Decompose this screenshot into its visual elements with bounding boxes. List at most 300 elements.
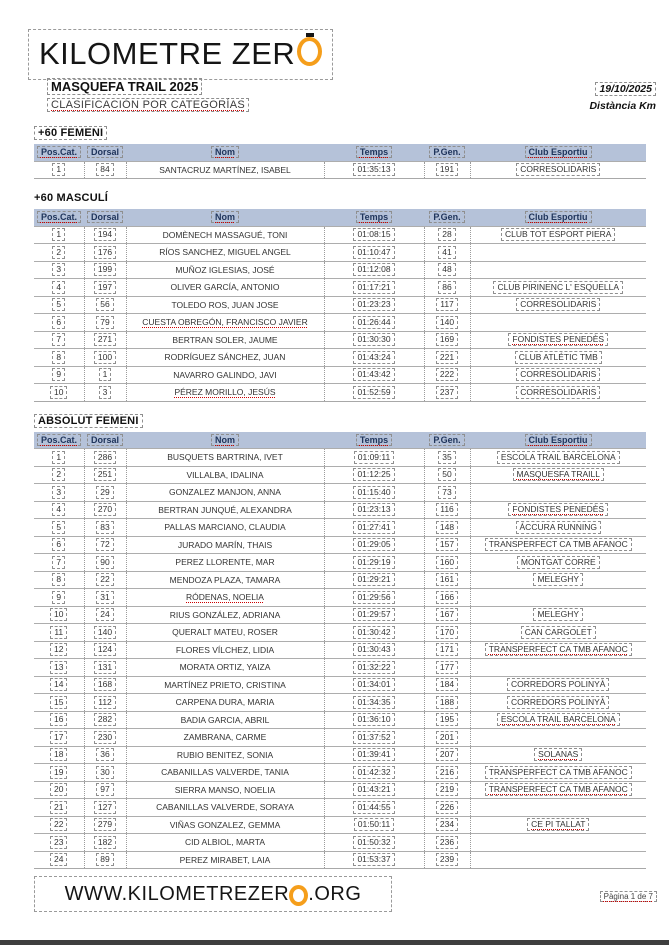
cell-value: 97 xyxy=(96,783,113,796)
cell xyxy=(84,764,126,782)
cell xyxy=(34,834,84,852)
cell xyxy=(34,851,84,869)
column-header-label: Temps xyxy=(356,211,392,223)
cell-value: 7 xyxy=(52,333,65,346)
cell xyxy=(84,384,126,402)
cell xyxy=(324,466,424,484)
section-title-label: ABSOLUT FEMENI xyxy=(34,414,143,428)
cell-value: CORREDORS POLINYÀ xyxy=(507,678,609,691)
cell xyxy=(34,466,84,484)
column-header xyxy=(84,432,126,449)
cell xyxy=(84,834,126,852)
cell-value: 191 xyxy=(436,163,458,176)
cell-value: 207 xyxy=(436,748,458,761)
cell xyxy=(424,641,470,659)
cell-value: MONTGAT CORRE xyxy=(517,556,600,569)
cell-value: 279 xyxy=(94,818,116,831)
cell-value: PEREZ MIRABET, LAIA xyxy=(179,854,271,865)
cell-value: CORRESOLIDARIS xyxy=(516,298,600,311)
column-header xyxy=(84,144,126,161)
cell xyxy=(324,746,424,764)
cell-value: 5 xyxy=(52,521,65,534)
cell xyxy=(424,501,470,519)
cell-value: 01:29:05 xyxy=(353,538,394,551)
cell xyxy=(34,571,84,589)
cell-value: 6 xyxy=(52,316,65,329)
cell xyxy=(34,729,84,747)
cell xyxy=(84,694,126,712)
column-header-label: Temps xyxy=(356,146,392,158)
cell xyxy=(126,279,324,297)
cell-value: DOMÈNECH MASSAGUÉ, TONI xyxy=(162,229,288,240)
cell xyxy=(84,536,126,554)
cell-value: 01:32:22 xyxy=(353,661,394,674)
cell-value: 9 xyxy=(52,591,65,604)
column-header xyxy=(424,144,470,161)
cell xyxy=(84,781,126,799)
cell xyxy=(84,331,126,349)
column-header xyxy=(470,144,646,161)
cell xyxy=(470,484,646,502)
cell xyxy=(126,331,324,349)
cell-value: 5 xyxy=(52,298,65,311)
cell xyxy=(126,624,324,642)
cell-value: FONDISTES PENEDÈS xyxy=(508,333,608,346)
cell-value: 226 xyxy=(436,801,458,814)
cell xyxy=(470,279,646,297)
cell-value: 112 xyxy=(94,696,116,709)
table-row xyxy=(34,384,646,402)
table-header-row xyxy=(34,209,646,226)
cell-value: BERTRAN JUNQUÉ, ALEXANDRA xyxy=(158,504,292,515)
cell xyxy=(470,589,646,607)
cell-value: SANTACRUZ MARTÍNEZ, ISABEL xyxy=(159,164,291,175)
cell xyxy=(34,624,84,642)
cell xyxy=(84,624,126,642)
bottom-bar xyxy=(0,940,669,945)
cell xyxy=(470,314,646,332)
cell xyxy=(34,519,84,537)
cell-value: 171 xyxy=(436,643,458,656)
cell xyxy=(34,711,84,729)
cell xyxy=(126,244,324,262)
cell-value: 01:39:41 xyxy=(353,748,394,761)
table-row xyxy=(34,484,646,502)
column-header xyxy=(324,432,424,449)
cell-value: SIERRA MANSO, NOELIA xyxy=(174,784,276,795)
table-row xyxy=(34,589,646,607)
cell xyxy=(324,244,424,262)
cell xyxy=(424,554,470,572)
table-row xyxy=(34,659,646,677)
cell-value: 17 xyxy=(50,731,67,744)
cell xyxy=(470,261,646,279)
cell xyxy=(34,694,84,712)
cell xyxy=(34,799,84,817)
cell-value: MENDOZA PLAZA, TAMARA xyxy=(169,574,281,585)
cell-value: 01:43:21 xyxy=(353,783,394,796)
cell xyxy=(470,694,646,712)
cell-value: 24 xyxy=(96,608,113,621)
cell xyxy=(34,659,84,677)
table-row xyxy=(34,554,646,572)
cell xyxy=(126,314,324,332)
cell-value: 31 xyxy=(96,591,113,604)
cell-value: 188 xyxy=(436,696,458,709)
column-header-label: Nom xyxy=(211,146,239,158)
cell xyxy=(34,641,84,659)
table-row xyxy=(34,244,646,262)
cell-value: 35 xyxy=(438,451,455,464)
cell-value: TRANSPERFECT CA TMB AFANOC xyxy=(485,783,632,796)
cell xyxy=(324,261,424,279)
cell xyxy=(424,589,470,607)
cell-value: 22 xyxy=(96,573,113,586)
cell xyxy=(126,659,324,677)
table-header-row xyxy=(34,144,646,161)
cell-value: MUÑOZ IGLESIAS, JOSÉ xyxy=(175,264,275,275)
column-header xyxy=(126,144,324,161)
table-row xyxy=(34,501,646,519)
cell xyxy=(84,296,126,314)
cell-value: 01:29:19 xyxy=(353,556,394,569)
cell xyxy=(324,834,424,852)
cell xyxy=(470,624,646,642)
cell-value: 219 xyxy=(436,783,458,796)
cell-value: TRANSPERFECT CA TMB AFANOC xyxy=(485,643,632,656)
cell-value: 21 xyxy=(50,801,67,814)
cell xyxy=(324,589,424,607)
cell-value: 56 xyxy=(96,298,113,311)
cell-value: 221 xyxy=(436,351,458,364)
cell-value: CABANILLAS VALVERDE, TANIA xyxy=(161,767,289,778)
cell xyxy=(324,331,424,349)
cell-value: 4 xyxy=(52,503,65,516)
cell-value: BADIA GARCIA, ABRIL xyxy=(180,714,270,725)
cell-value: MORATA ORTIZ, YAIZA xyxy=(179,662,271,673)
cell xyxy=(84,279,126,297)
cell xyxy=(126,261,324,279)
distance-label: Distància Km xyxy=(589,100,656,112)
cell xyxy=(84,659,126,677)
column-header xyxy=(424,432,470,449)
column-header-label: Pos.Cat. xyxy=(37,434,81,446)
cell xyxy=(424,296,470,314)
cell xyxy=(324,764,424,782)
table-row xyxy=(34,161,646,179)
cell xyxy=(424,536,470,554)
cell-value: RÓDENAS, NOELIA xyxy=(186,592,264,603)
cell xyxy=(424,711,470,729)
cell-value: 16 xyxy=(50,713,67,726)
cell-value: 12 xyxy=(50,643,67,656)
table-row xyxy=(34,729,646,747)
cell xyxy=(424,816,470,834)
column-header xyxy=(84,209,126,226)
cell-value: 01:10:47 xyxy=(353,246,394,259)
cell xyxy=(34,816,84,834)
cell xyxy=(470,366,646,384)
table-row xyxy=(34,314,646,332)
cell-value: BUSQUETS BARTRINA, IVET xyxy=(167,452,283,463)
cell-value: 160 xyxy=(436,556,458,569)
cell xyxy=(424,781,470,799)
cell-value: 89 xyxy=(96,853,113,866)
cell-value: ÁCCURA RUNNING xyxy=(516,521,601,534)
cell xyxy=(34,484,84,502)
cell xyxy=(470,816,646,834)
classification-subtitle: CLASIFICACIÓN POR CATEGORÍAS xyxy=(47,98,249,112)
table-row xyxy=(34,676,646,694)
cell xyxy=(126,161,324,179)
cell-value: 1 xyxy=(52,228,65,241)
cell-value: 3 xyxy=(99,386,112,399)
cell-value: 176 xyxy=(94,246,116,259)
cell xyxy=(470,729,646,747)
section-title xyxy=(34,188,646,206)
cell xyxy=(424,624,470,642)
cell-value: CLUB ATLÉTIC TMB xyxy=(515,351,602,364)
cell-value: 9 xyxy=(52,368,65,381)
column-header-label: Club Esportiu xyxy=(525,434,592,446)
column-header-label: P.Gen. xyxy=(429,146,464,158)
cell-value: 3 xyxy=(52,263,65,276)
cell xyxy=(424,226,470,244)
cell-value: CLUB PIRINENC L' ESQUELLA xyxy=(493,281,623,294)
cell-value: CARPENA DURA, MARIA xyxy=(175,697,275,708)
column-header xyxy=(34,209,84,226)
table-row xyxy=(34,349,646,367)
cell xyxy=(424,799,470,817)
column-header xyxy=(126,209,324,226)
cell xyxy=(126,851,324,869)
column-header-label: Club Esportiu xyxy=(525,146,592,158)
cell-value: 01:50:32 xyxy=(353,836,394,849)
cell xyxy=(126,501,324,519)
cell xyxy=(34,279,84,297)
cell-value: 01:44:55 xyxy=(353,801,394,814)
cell xyxy=(34,226,84,244)
cell-value: 2 xyxy=(52,246,65,259)
cell-value: 1 xyxy=(52,451,65,464)
cell-value: 01:23:13 xyxy=(353,503,394,516)
event-date: 19/10/2025 xyxy=(595,82,656,96)
kilometre-zero-logo xyxy=(28,29,333,80)
cell-value: 01:34:01 xyxy=(353,678,394,691)
cell-value: 8 xyxy=(52,351,65,364)
cell xyxy=(470,449,646,467)
cell xyxy=(470,519,646,537)
table-row xyxy=(34,296,646,314)
table-row xyxy=(34,536,646,554)
cell-value: 86 xyxy=(438,281,455,294)
cell-value: 01:23:23 xyxy=(353,298,394,311)
cell xyxy=(34,314,84,332)
cell-value: CORRESOLIDARIS xyxy=(516,386,600,399)
cell xyxy=(470,781,646,799)
cell-value: 28 xyxy=(438,228,455,241)
cell-value: 230 xyxy=(94,731,116,744)
table-row xyxy=(34,606,646,624)
website-text: WWW.KILOMETREZER xyxy=(64,882,290,905)
table-row xyxy=(34,261,646,279)
cell xyxy=(324,366,424,384)
website-o-icon xyxy=(289,885,308,906)
cell xyxy=(324,554,424,572)
column-header xyxy=(324,144,424,161)
cell-value: CABANILLAS VALVERDE, SORAYA xyxy=(156,802,294,813)
cell-value: 01:53:37 xyxy=(353,853,394,866)
cell-value: RÍOS SANCHEZ, MIGUEL ANGEL xyxy=(159,247,291,258)
cell-value: 01:30:30 xyxy=(353,333,394,346)
cell-value: 216 xyxy=(436,766,458,779)
cell-value: 131 xyxy=(94,661,116,674)
cell xyxy=(424,449,470,467)
cell-value: 01:50:11 xyxy=(354,818,394,831)
cell xyxy=(84,571,126,589)
cell xyxy=(84,799,126,817)
cell xyxy=(324,781,424,799)
column-header-label: Nom xyxy=(211,434,239,446)
cell xyxy=(84,226,126,244)
cell-value: MELEGHY xyxy=(533,608,583,621)
cell-value: 148 xyxy=(436,521,458,534)
cell xyxy=(126,466,324,484)
cell xyxy=(84,466,126,484)
cell xyxy=(324,851,424,869)
cell-value: 222 xyxy=(436,368,458,381)
cell-value: 201 xyxy=(436,731,458,744)
cell-value: CID ALBIOL, MARTA xyxy=(185,837,265,848)
cell xyxy=(470,349,646,367)
cell-value: VIÑAS GONZALEZ, GEMMA xyxy=(169,819,281,830)
cell-value: NAVARRO GALINDO, JAVI xyxy=(173,369,277,380)
cell-value: 90 xyxy=(96,556,113,569)
cell-value: 01:37:52 xyxy=(353,731,394,744)
cell-value: 14 xyxy=(50,678,67,691)
cell xyxy=(324,816,424,834)
cell xyxy=(470,161,646,179)
cell-value: 140 xyxy=(94,626,116,639)
column-header-label: Pos.Cat. xyxy=(37,211,81,223)
cell-value: FLORES VÍLCHEZ, LIDIA xyxy=(175,644,275,655)
results-table xyxy=(34,144,646,179)
cell xyxy=(84,589,126,607)
cell xyxy=(126,711,324,729)
cell-value: CAN CARGOLET xyxy=(521,626,596,639)
cell xyxy=(470,659,646,677)
cell xyxy=(126,226,324,244)
cell-value: 170 xyxy=(436,626,458,639)
cell xyxy=(324,226,424,244)
table-row xyxy=(34,519,646,537)
cell xyxy=(34,781,84,799)
page-indicator: Pàgina 1 de 7 xyxy=(600,891,657,902)
table-row xyxy=(34,571,646,589)
cell-value: 01:35:13 xyxy=(353,163,394,176)
column-header xyxy=(324,209,424,226)
cell-value: PÉREZ MORILLO, JESÚS xyxy=(174,387,276,398)
cell-value: 73 xyxy=(438,486,455,499)
cell-value: 116 xyxy=(436,503,458,516)
cell-value: 127 xyxy=(94,801,116,814)
cell xyxy=(324,676,424,694)
cell xyxy=(470,851,646,869)
cell xyxy=(34,366,84,384)
cell xyxy=(424,279,470,297)
cell xyxy=(470,711,646,729)
cell-value: 24 xyxy=(50,853,67,866)
cell xyxy=(424,331,470,349)
cell xyxy=(34,161,84,179)
cell xyxy=(324,624,424,642)
cell-value: ESCOLA TRAIL BARCELONA xyxy=(497,713,620,726)
cell-value: 10 xyxy=(50,386,67,399)
cell-value: 4 xyxy=(52,281,65,294)
cell xyxy=(126,764,324,782)
event-title: MASQUEFA TRAIL 2025 xyxy=(47,78,202,95)
cell-value: 161 xyxy=(436,573,458,586)
cell xyxy=(126,366,324,384)
cell-value: 271 xyxy=(94,333,116,346)
cell xyxy=(324,384,424,402)
cell xyxy=(34,606,84,624)
cell-value: 30 xyxy=(96,766,113,779)
cell xyxy=(34,261,84,279)
cell-value: RUBIO BENITEZ, SONIA xyxy=(176,749,274,760)
column-header xyxy=(34,432,84,449)
cell-value: 1 xyxy=(99,368,112,381)
cell-value: 41 xyxy=(438,246,455,259)
cell xyxy=(470,536,646,554)
table-row xyxy=(34,366,646,384)
cell-value: 251 xyxy=(94,468,116,481)
cell xyxy=(34,554,84,572)
table-row xyxy=(34,694,646,712)
cell xyxy=(424,851,470,869)
table-row xyxy=(34,781,646,799)
column-header-label: P.Gen. xyxy=(429,211,464,223)
cell-value: 177 xyxy=(436,661,458,674)
cell-value: 48 xyxy=(438,263,455,276)
cell xyxy=(324,536,424,554)
cell-value: 282 xyxy=(94,713,116,726)
cell-value: 72 xyxy=(96,538,113,551)
cell-value: 270 xyxy=(94,503,116,516)
website-banner xyxy=(34,876,392,912)
cell xyxy=(84,161,126,179)
cell-value: 22 xyxy=(50,818,67,831)
cell-value: CORRESOLIDARIS xyxy=(516,163,600,176)
results-table xyxy=(34,209,646,402)
cell-value: 3 xyxy=(52,486,65,499)
cell xyxy=(126,484,324,502)
cell xyxy=(34,589,84,607)
cell xyxy=(324,161,424,179)
cell-value: 01:43:24 xyxy=(353,351,394,364)
cell xyxy=(324,641,424,659)
cell xyxy=(424,314,470,332)
cell xyxy=(126,349,324,367)
cell-value: 10 xyxy=(50,608,67,621)
cell-value: 239 xyxy=(436,853,458,866)
cell-value: 15 xyxy=(50,696,67,709)
cell xyxy=(126,571,324,589)
column-header-label: Dorsal xyxy=(87,146,123,158)
cell xyxy=(470,641,646,659)
cell-value: PALLAS MARCIANO, CLAUDIA xyxy=(164,522,286,533)
cell-value: 169 xyxy=(436,333,458,346)
